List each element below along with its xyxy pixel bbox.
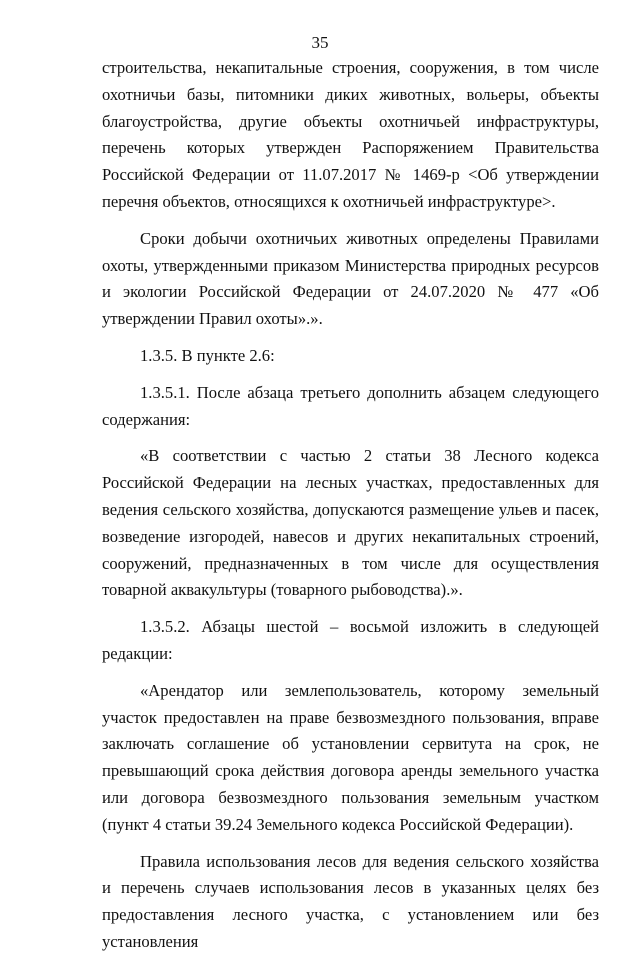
document-body (102, 55, 599, 956)
paragraph-item-1-3-5-2: 1.3.5.2. Абзацы шестой – восьмой изложить в следующей редакции: (102, 617, 599, 663)
paragraph-forest-use-rules: Правила использования лесов для ведения сельского хозяйства и перечень случаев использования лесов в указанных целях без предоставления лесного участка, с установлением или без установления (102, 851, 599, 951)
paragraph-tenant-quote: «Арендатор или землепользователь, которому земельный участок предоставлен на праве безвозмездного пользования, вправе заключать соглашение об установлении сервитута на срок, не превышающий срока действия договора аренды земельного участка или договора безвозмездного пользования земельным участком (пункт 4 статьи 39.24 Земельного кодекса Российской Федерации). (102, 680, 599, 834)
paragraph-continuation: строительства, некапитальные строения, сооружения, в том числе охотничьи базы, питомники диких животных, вольеры, объекты благоустройства, другие объекты охотничьей инфраструктуры, перечень которых утвержден Распоряжением Правительства Российской Федерации от 11.07.2017 № 1469-р <Об утверждении перечня объектов, относящихся к охотничьей инфраструктуре>. (102, 58, 599, 211)
page-number: 35 (311, 33, 329, 52)
paragraph-item-1-3-5: 1.3.5. В пункте 2.6: (140, 345, 275, 365)
paragraph-forest-code-quote: «В соответствии с частью 2 статьи 38 Лесного кодекса Российской Федерации на лесных участках, предоставленных для ведения сельского хозяйства, допускаются размещение ульев и пасек, возведение изгородей, навесов и других некапитальных строений, сооружений, предназначенных в том числе для осуществления товарной аквакультуры (товарного рыбоводства).». (102, 446, 599, 600)
paragraph-item-1-3-5-1: 1.3.5.1. После абзаца третьего дополнить абзацем следующего содержания: (102, 382, 599, 429)
paragraph-hunting-seasons: Сроки добычи охотничьих животных определены Правилами охоты, утвержденными приказом Министерства природных ресурсов и экологии Российской Федерации от 24.07.2020 № 477 «Об утверждении Правил охоты».». (102, 228, 599, 329)
